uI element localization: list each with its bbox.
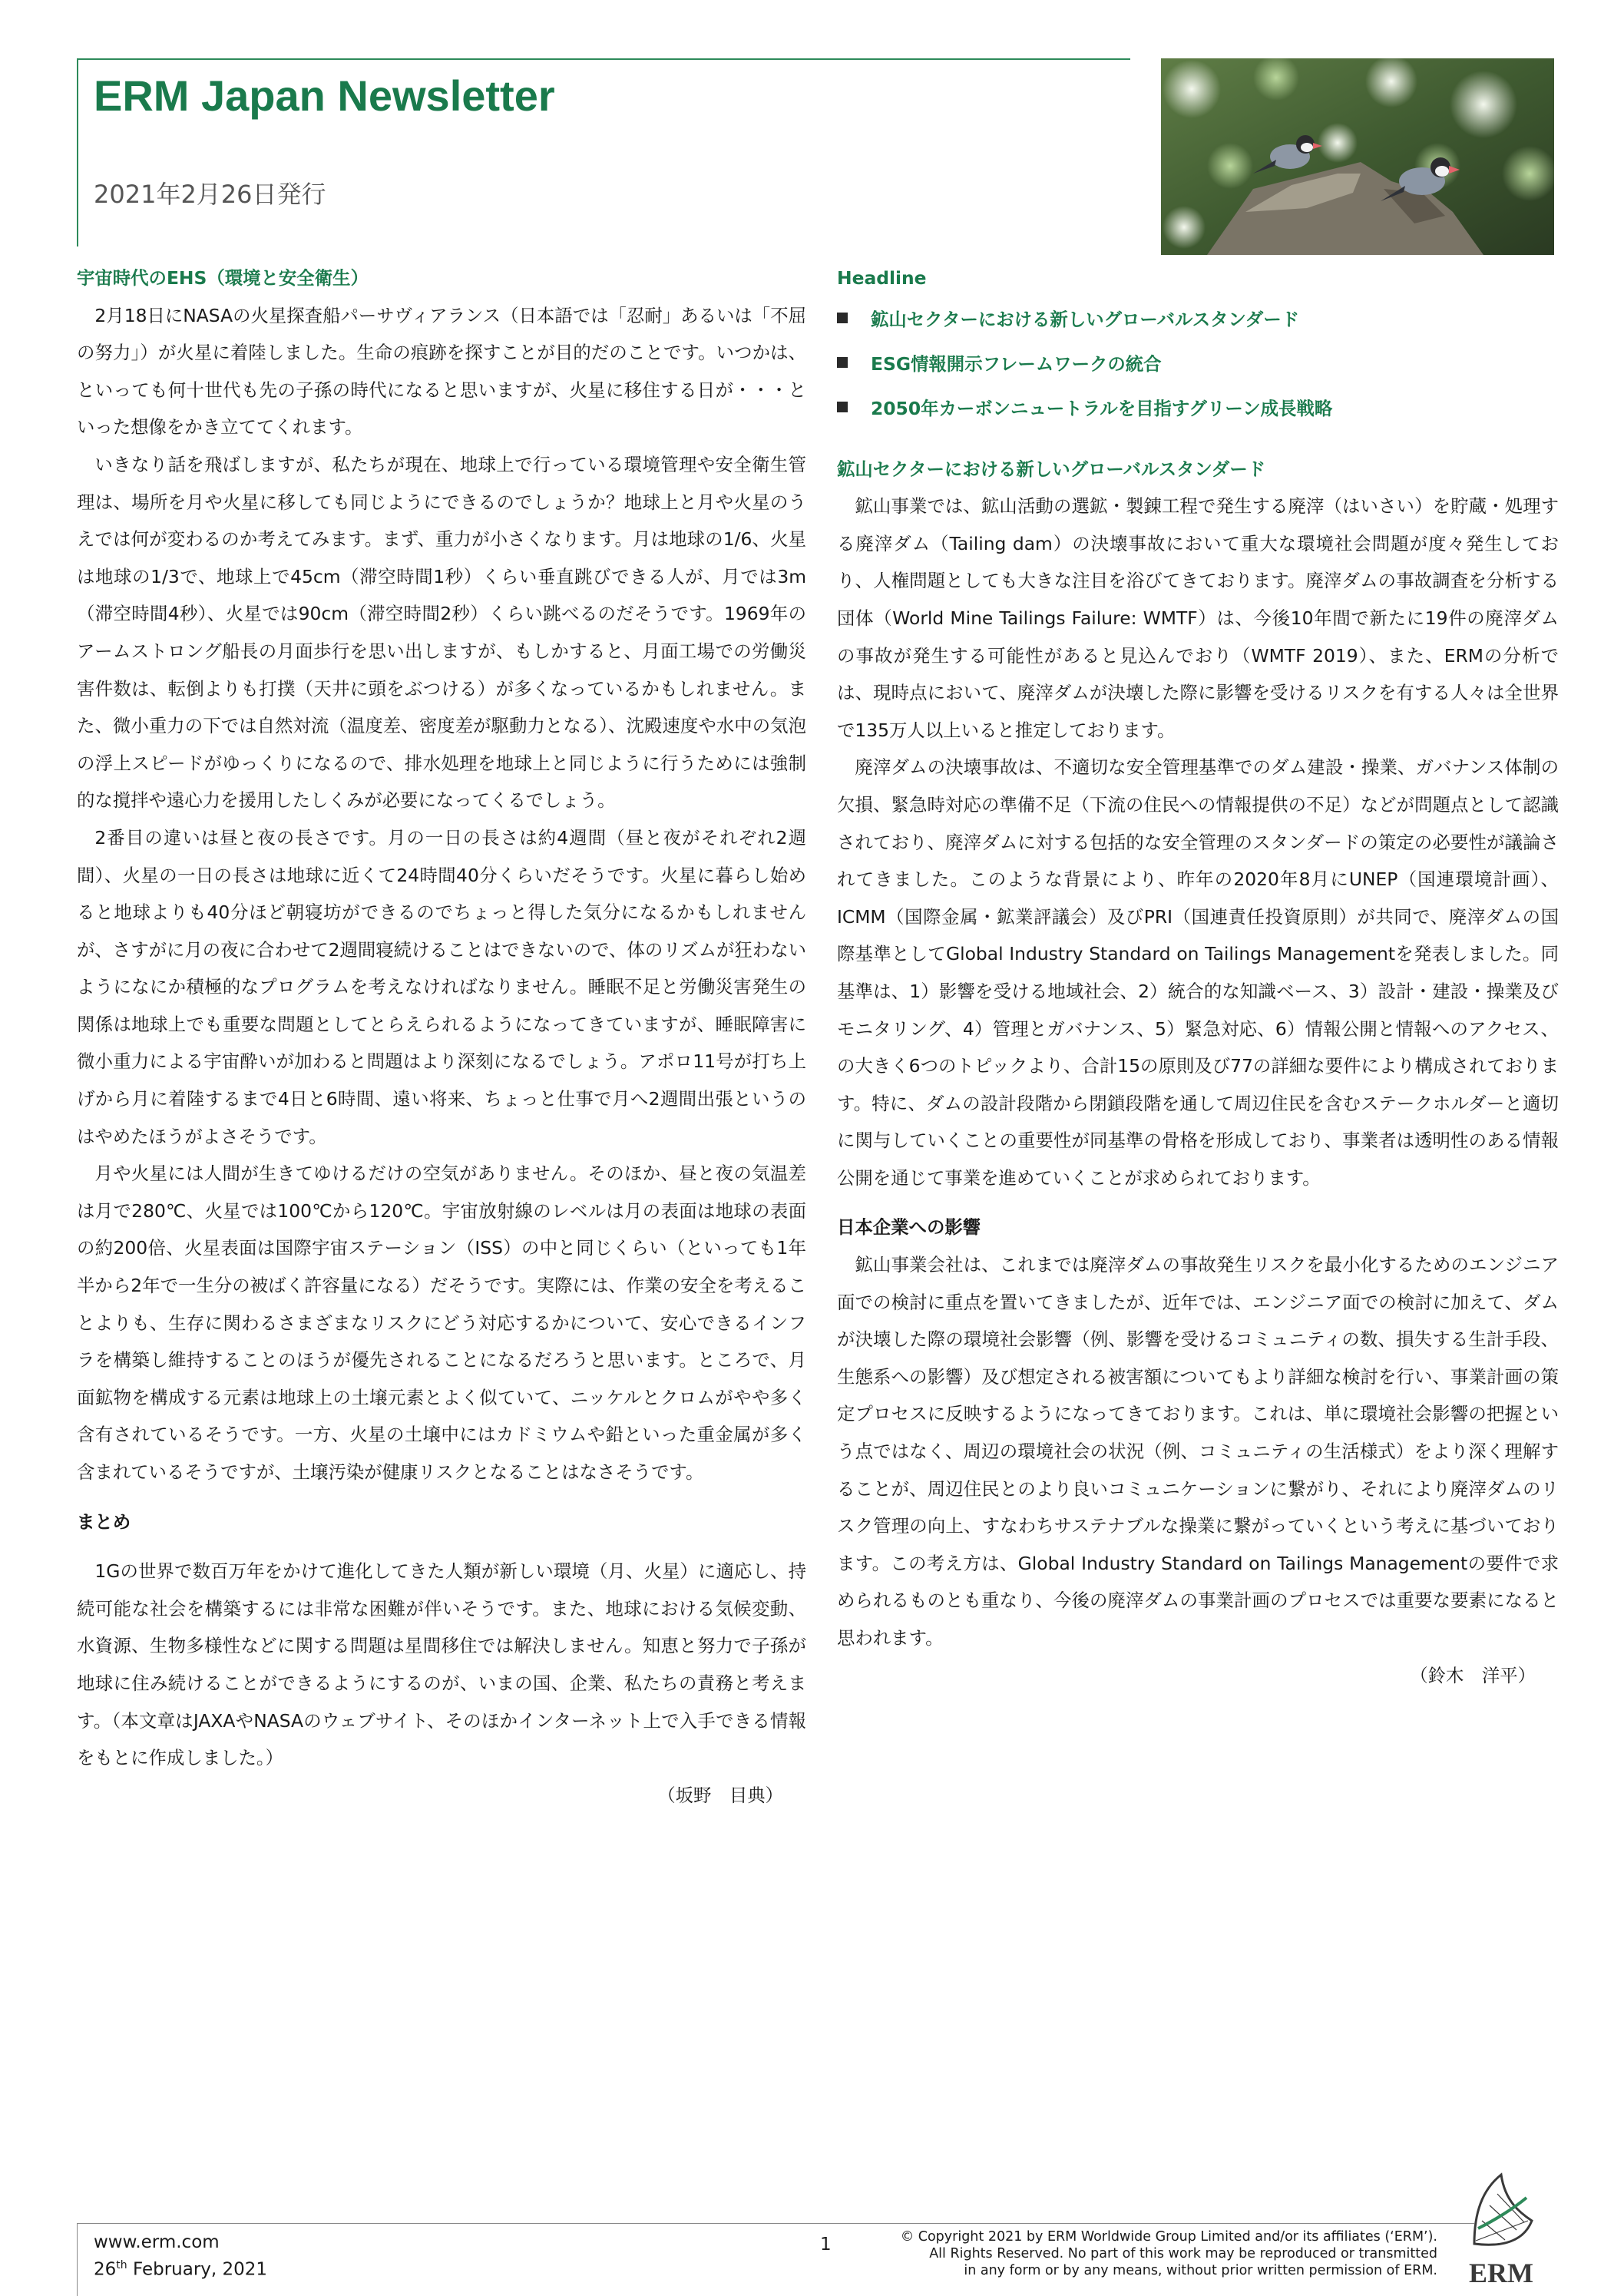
website-link[interactable]: www.erm.com (94, 2232, 220, 2252)
paragraph: いきなり話を飛ばしますが、私たちが現在、地球上で行っている環境管理や安全衛生管理は、場所を月や火星に移しても同じようにできるのでしょうか？地球上と月や火星のうえでは何が変わるのか考えてみます。まず、重力が小さくなります。月は地球の1/6、火星は地球の1/3で、地球上で45cm（滞空時間1秒）くらい垂直跳びできる人が、月では3m（滞空時間4秒）、火星では90cm（滞空時間2秒）くらい跳べるのだそうです。1969年のアームストロング船長の月面歩行を思い出しますが、もしかすると、月面工場での労働災害件数は、転倒よりも打撲（天井に頭をぶつける）が多くなっているかもしれません。また、微小重力の下では自然対流（温度差、密度差が駆動力となる）、沈殿速度や水中の気泡の浮上スピードがゆっくりになるので、排水処理を地球上と同じように行うためには強制的な撹拌や遠心力を援用したしくみが必要になってくるでしょう。 (77, 453, 806, 812)
headline-text: ESG情報開示フレームワークの統合 (871, 352, 1162, 375)
headline-item[interactable] (837, 297, 1559, 342)
headline-item[interactable] (837, 386, 1559, 431)
leaf-icon (1474, 2175, 1532, 2245)
header-rule-vertical (77, 58, 78, 246)
header-rule (77, 58, 1130, 60)
square-bullet-icon (837, 357, 848, 368)
footer-rule (77, 2223, 1474, 2224)
section-heading: 日本企業への影響 (837, 1216, 981, 1239)
square-bullet-icon (837, 313, 848, 323)
page-number: 1 (820, 2235, 832, 2255)
paragraph: 廃滓ダムの決壊事故は、不適切な安全管理基準でのダム建設・操業、ガバナンス体制の欠損、緊急時対応の準備不足（下流の住民への情報提供の不足）などが問題点として認識されており、廃滓ダムに対する包括的な安全管理のスタンダードの策定の必要性が議論されてきました。このような背景により、昨年の2020年8月にUNEP（国連環境計画）、ICMM（国際金属・鉱業評議会）及びPRI（国連責任投資原則）が共同で、廃滓ダムの国際基準としてGlobal Industry Standard on Tailings Managementを発表しました。同基準は、1）影響を受ける地域社会、2）統合的な知識ベース、3）設計・建設・操業及びモニタリング、4）管理とガバナンス、5）緊急対応、6）情報公開と情報へのアクセス、の大きく6つのトピックより、合計15の原則及び77の詳細な要件により構成されております。特に、ダムの設計段階から閉鎖段階を通して周辺住民を含むステークホルダーと適切に関与していくことの重要性が同基準の骨格を形成しており、事業者は透明性のある情報公開を通じて事業を進めていくことが求められております。 (837, 756, 1559, 1189)
section-heading: 宇宙時代のEHS（環境と安全衛生） (77, 267, 369, 289)
paragraph: 2番目の違いは昼と夜の長さです。月の一日の長さは約4週間（昼と夜がそれぞれ2週間）、火星の一日の長さは地球に近くて24時間40分くらいだそうです。火星に暮らし始めると地球よりも40分ほど朝寝坊ができるのでちょっと得した気分になるかもしれませんが、さすがに月の夜に合わせて2週間寝続けることはできないので、体のリズムが狂わないようになにか積極的なプログラムを考えなければなりません。睡眠不足と労働災害発生の関係は地球上でも重要な問題としてとらえられるようになってきていますが、睡眠障害に微小重力による宇宙酔いが加わると問題はより深刻になるでしょう。アポロ11号が打ち上げから月に着陸するまで4日と6時間、遠い将来、ちょっと仕事で月へ2週間出張というのはやめたほうがよさそうです。 (77, 826, 806, 1147)
newsletter-title: ERM Japan Newsletter (94, 71, 555, 120)
headline-list (837, 297, 1559, 431)
footer-rule-vertical (77, 2223, 78, 2296)
copyright-line: All Rights Reserved. No part of this work may be reproduced or transmitted (929, 2246, 1437, 2261)
footer-date (94, 2254, 267, 2281)
section-heading: 鉱山セクターにおける新しいグローバルスタンダード (837, 458, 1266, 480)
headline-text: 2050年カーボンニュートラルを目指すグリーン成長戦略 (871, 397, 1333, 419)
section-heading: まとめ (77, 1510, 131, 1533)
paragraph: 月や火星には人間が生きてゆけるだけの空気がありません。そのほか、昼と夜の気温差は月で280℃、火星では100℃から120℃。宇宙放射線のレベルは月の表面は地球の表面の約200倍、火星表面は国際宇宙ステーション（ISS）の中と同じくらい（といっても1年半から2年で一生分の被ばく許容量になる）だそうです。実際には、作業の安全を考えることよりも、生存に関わるさまざまなリスクにどう対応するかについて、安心できるインフラを構築し維持することのほうが優先されることになるだろうと思います。ところで、月面鉱物を構成する元素は地球上の土壌元素とよく似ていて、ニッケルとクロムがやや多く含有されているそうです。一方、火星の土壌中にはカドミウムや鉛といった重金属が多く含まれているそうですが、土壌汚染が健康リスクとなることはなさそうです。 (77, 1163, 806, 1483)
copyright-line: © Copyright 2021 by ERM Worldwide Group Limited and/or its affiliates (‘ERM’). (900, 2229, 1437, 2245)
square-bullet-icon (837, 402, 848, 412)
logo-text: ERM (1469, 2258, 1533, 2288)
erm-logo (1459, 2167, 1543, 2290)
issue-date: 2021年2月26日発行 (94, 180, 326, 209)
paragraph: 鉱山事業会社は、これまでは廃滓ダムの事故発生リスクを最小化するためのエンジニア面での検討に重点を置いてきましたが、近年では、エンジニア面での検討に加えて、ダムが決壊した際の環境社会影響（例、影響を受けるコミュニティの数、損失する生計手段、生態系への影響）及び想定される被害額についてもより詳細な検討を行い、事業計画の策定プロセスに反映するようになってきております。これは、単に環境社会影響の把握という点ではなく、周辺の環境社会の状況（例、コミュニティの生活様式）をより深く理解することが、周辺住民とのより良いコミュニケーションに繋がり、それにより廃滓ダムのリスク管理の向上、すなわちサステナブルな操業に繋がっていくという考えに基づいております。この考え方は、Global Industry Standard on Tailings Managementの要件で求められるものとも重なり、今後の廃滓ダムの事業計画のプロセスでは重要な要素になると思われます。 (837, 1254, 1560, 1649)
author-signature: （鈴木 洋平） (1410, 1664, 1536, 1686)
copyright-notice (875, 2228, 1437, 2279)
author-signature: （坂野 目典） (657, 1784, 783, 1806)
date-suffix: th (116, 2259, 127, 2271)
copyright-line: in any form or by any means, without prior written permission of ERM. (964, 2263, 1437, 2278)
paragraph: 2月18日にNASAの火星探査船パーサヴィアランス（日本語では「忍耐」あるいは「不屈の努力」）が火星に着陸しました。生命の痕跡を探すことが目的だのことです。いつかは、といっても何十世代も先の子孫の時代になると思いますが、火星に移住する日が・・・といった想像をかき立ててくれます。 (77, 304, 806, 438)
headline-item[interactable] (837, 342, 1559, 386)
left-column (77, 260, 806, 1814)
headline-text: 鉱山セクターにおける新しいグローバルスタンダード (871, 308, 1300, 330)
right-column (837, 260, 1559, 1694)
paragraph: 1Gの世界で数百万年をかけて進化してきた人類が新しい環境（月、火星）に適応し、持続可能な社会を構築するには非常な困難が伴いそうです。また、地球における気候変動、水資源、生物多様性などに関する問題は星間移住では解決しません。知恵と努力で子孫が地球に住み続けることができるようにするのが、いまの国、企業、私たちの責務と考えます。（本文章はJAXAやNASAのウェブサイト、そのほかインターネット上で入手できる情報をもとに作成しました。） (77, 1560, 806, 1769)
paragraph: 鉱山事業では、鉱山活動の選鉱・製錬工程で発生する廃滓（はいさい）を貯蔵・処理する廃滓ダム（Tailing dam）の決壊事故において重大な環境社会問題が度々発生しており、人権問題としても大きな注目を浴びてきております。廃滓ダムの事故調査を分析する団体（World Mine Tailings Failure: WMTF）は、今後10年間で新たに19件の廃滓ダムの事故が発生する可能性があると見込んでおり（WMTF 2019）、また、ERMの分析では、現時点において、廃滓ダムが決壊した際に影響を受けるリスクを有する人々は全世界で135万人以上いると推定しております。 (837, 495, 1559, 741)
date-rest: February, 2021 (127, 2259, 268, 2280)
footer-info (94, 2231, 267, 2281)
date-day: 26 (94, 2259, 117, 2280)
headline-label: Headline (837, 267, 927, 289)
header-photo (1161, 58, 1554, 255)
